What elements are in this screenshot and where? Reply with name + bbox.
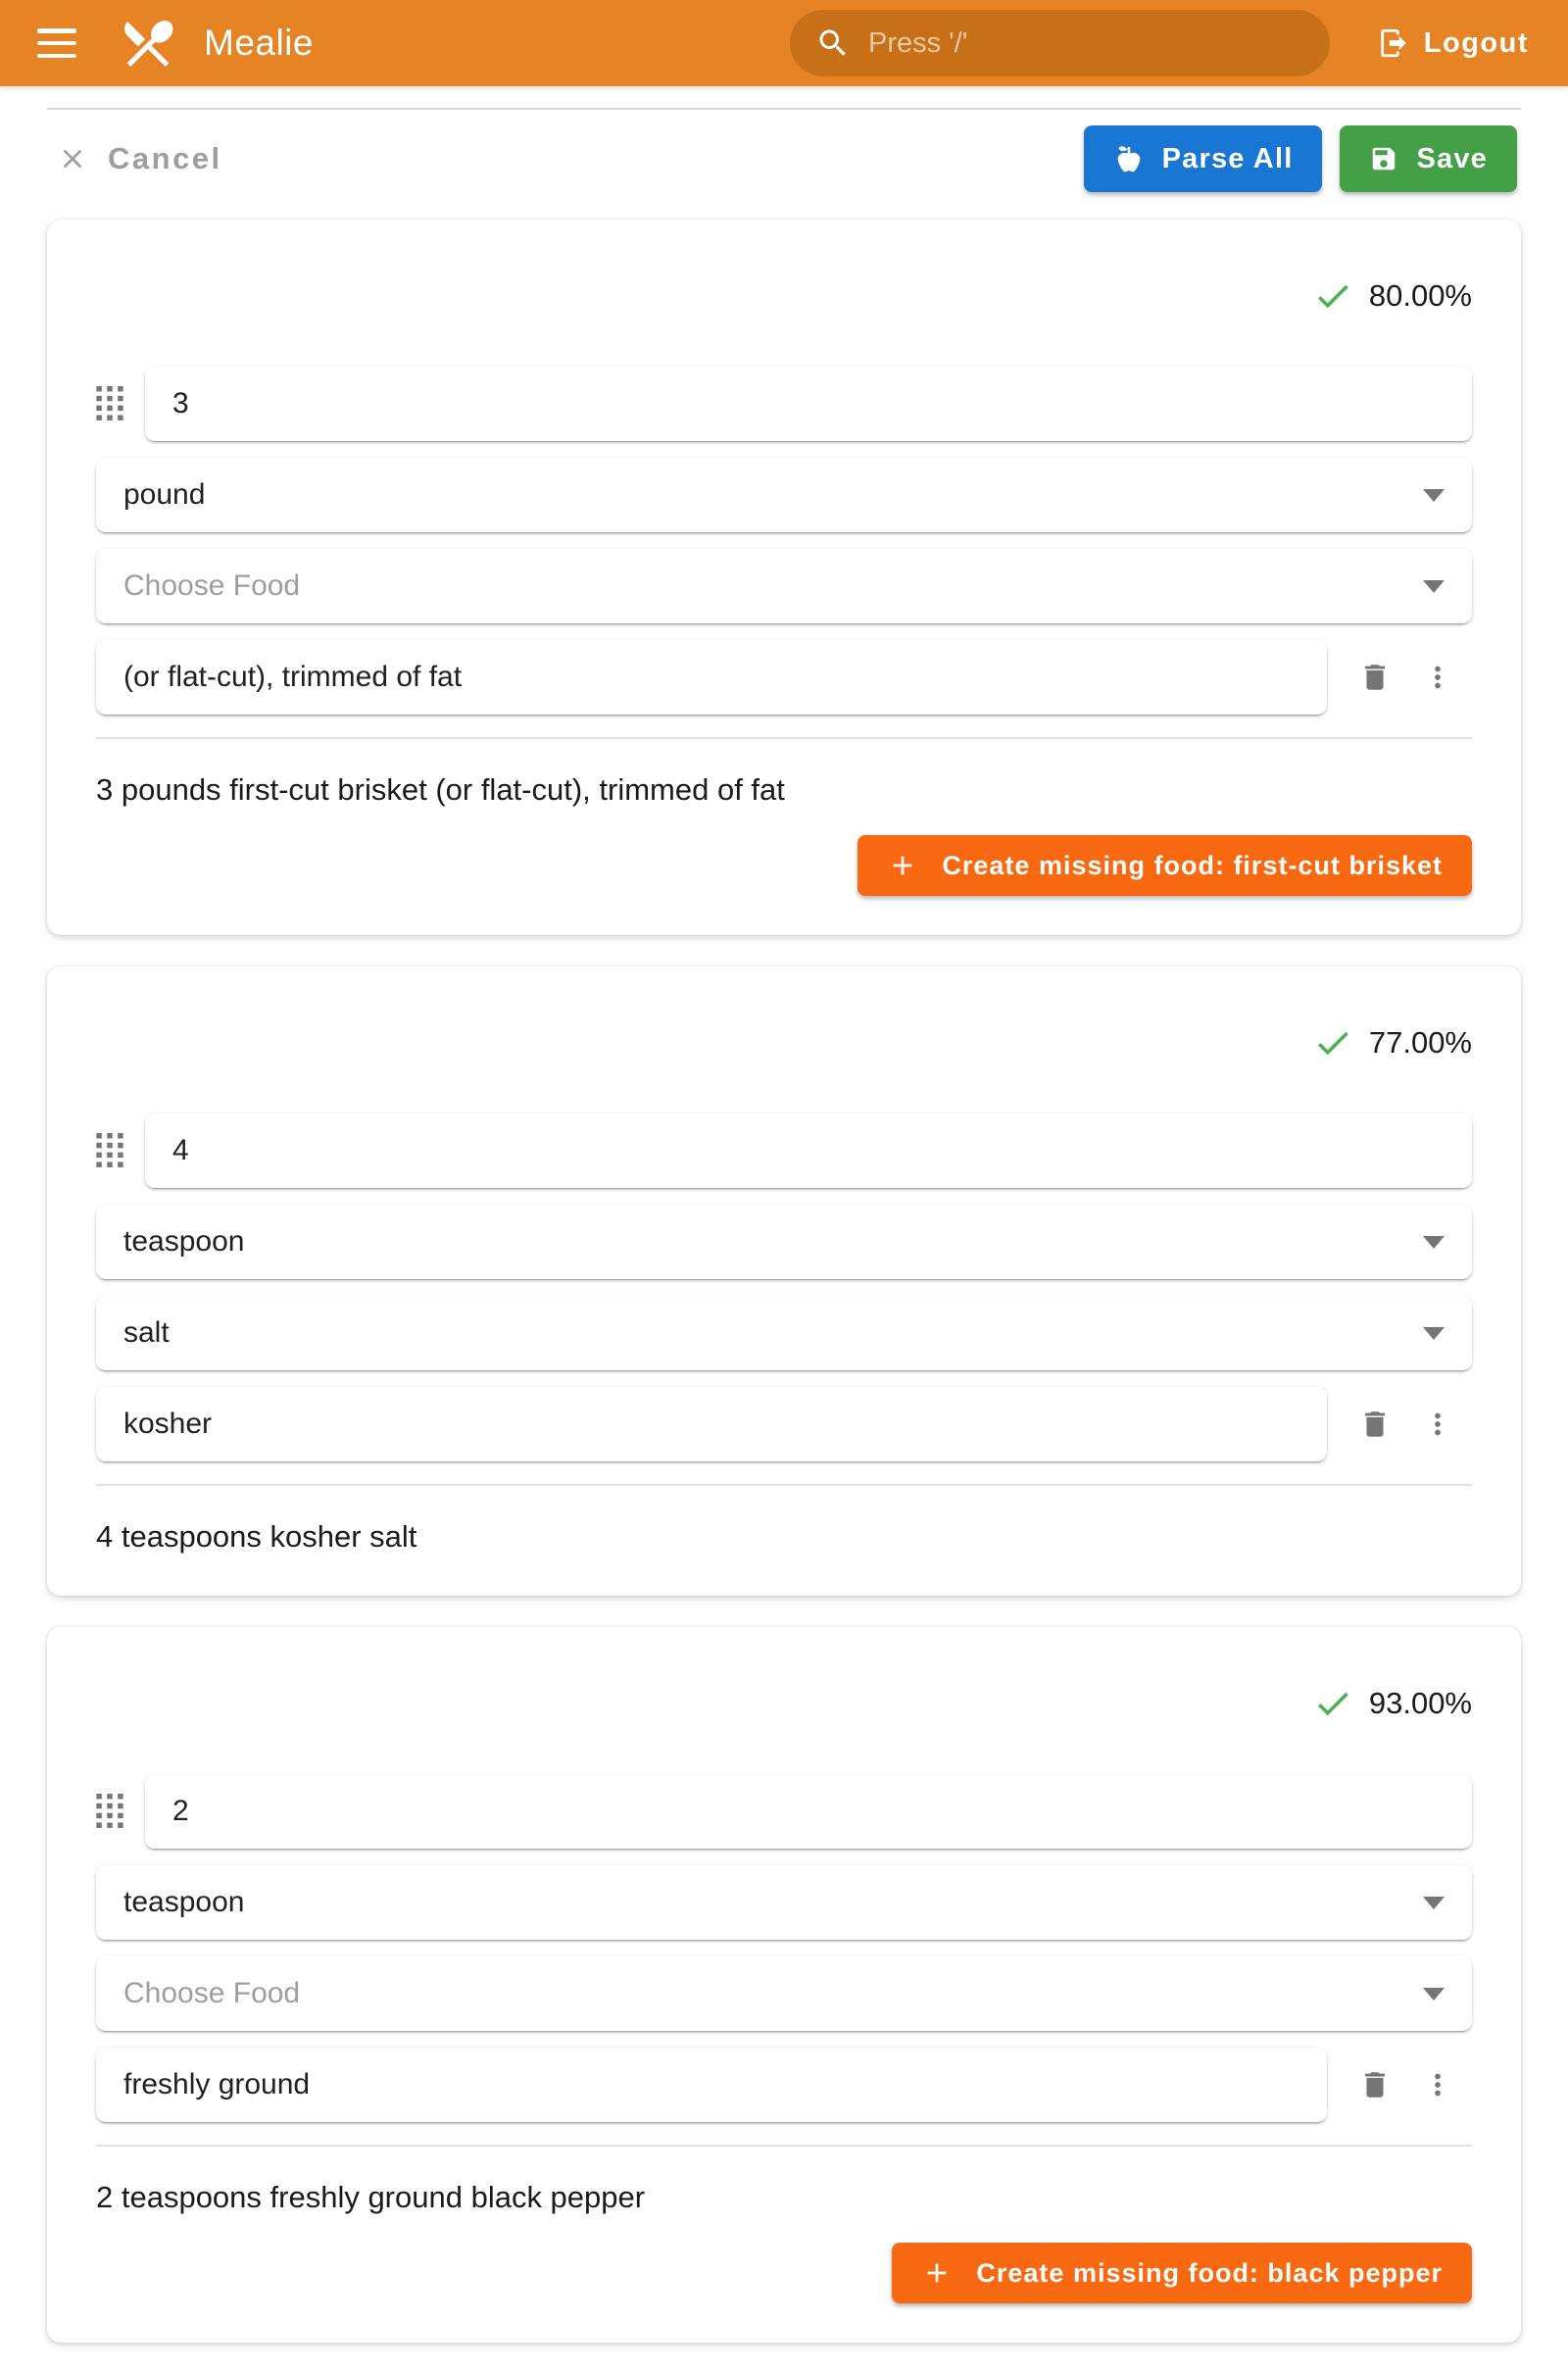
unit-select-value: teaspoon bbox=[123, 1225, 245, 1258]
drag-dots-icon bbox=[96, 1133, 123, 1168]
unit-row bbox=[96, 1865, 1472, 1940]
confidence-value: 77.00% bbox=[1368, 1025, 1472, 1060]
unit-row bbox=[96, 1205, 1472, 1279]
card-divider bbox=[96, 2145, 1472, 2147]
chevron-down-icon bbox=[1423, 1236, 1445, 1249]
chevron-down-icon bbox=[1423, 1327, 1445, 1340]
ingredient-menu-button[interactable] bbox=[1421, 658, 1454, 697]
original-ingredient-text: 4 teaspoons kosher salt bbox=[96, 1519, 417, 1554]
amount-row bbox=[96, 1113, 1472, 1188]
delete-ingredient-button[interactable] bbox=[1358, 2068, 1392, 2101]
drag-dots-icon bbox=[96, 1794, 123, 1829]
amount-row bbox=[96, 367, 1472, 441]
ingredient-menu-button[interactable] bbox=[1421, 2065, 1454, 2104]
drag-dots-icon bbox=[96, 386, 123, 421]
ingredient-card bbox=[47, 1627, 1521, 2343]
search-icon bbox=[815, 25, 851, 61]
notes-input[interactable] bbox=[123, 2068, 1299, 2101]
chevron-down-icon bbox=[1423, 1988, 1445, 2001]
ingredient-card bbox=[47, 966, 1521, 1596]
unit-select-value: teaspoon bbox=[123, 1886, 245, 1918]
trash-icon bbox=[1358, 2068, 1392, 2101]
drag-handle[interactable] bbox=[96, 1794, 129, 1829]
mealie-logo-icon bbox=[118, 13, 178, 74]
cancel-label: Cancel bbox=[108, 141, 222, 175]
confidence-row bbox=[96, 1676, 1472, 1731]
missing-food-row bbox=[96, 2243, 1472, 2303]
confidence-row bbox=[96, 269, 1472, 323]
food-row bbox=[96, 549, 1472, 623]
amount-row bbox=[96, 1774, 1472, 1849]
food-select[interactable] bbox=[96, 549, 1472, 623]
amount-input[interactable] bbox=[172, 387, 1445, 420]
chevron-down-icon bbox=[1423, 489, 1445, 502]
notes-row bbox=[96, 1387, 1472, 1461]
unit-select[interactable] bbox=[96, 458, 1472, 532]
app-title: Mealie bbox=[204, 23, 314, 63]
search-input[interactable] bbox=[790, 10, 1330, 76]
notes-row bbox=[96, 640, 1472, 715]
vertical-dots-icon bbox=[1421, 658, 1454, 697]
confidence-value: 93.00% bbox=[1368, 1686, 1472, 1720]
notes-row bbox=[96, 2048, 1472, 2122]
original-ingredient-text: 2 teaspoons freshly ground black pepper bbox=[96, 2180, 646, 2214]
logout-icon bbox=[1377, 26, 1410, 60]
save-label: Save bbox=[1416, 142, 1488, 174]
parse-all-button[interactable] bbox=[1084, 125, 1323, 192]
menu-icon[interactable] bbox=[37, 28, 76, 58]
delete-ingredient-button[interactable] bbox=[1358, 661, 1392, 694]
create-missing-food-button[interactable] bbox=[858, 835, 1472, 896]
amount-input[interactable] bbox=[172, 1134, 1445, 1167]
food-select[interactable] bbox=[96, 1296, 1472, 1370]
chevron-down-icon bbox=[1423, 580, 1445, 593]
logout-label: Logout bbox=[1423, 26, 1529, 59]
drag-handle[interactable] bbox=[96, 386, 129, 421]
amount-input[interactable] bbox=[172, 1795, 1445, 1828]
vertical-dots-icon bbox=[1421, 1405, 1454, 1444]
check-icon bbox=[1312, 275, 1353, 317]
trash-icon bbox=[1358, 1408, 1392, 1441]
unit-select[interactable] bbox=[96, 1205, 1472, 1279]
ingredient-actions bbox=[1327, 2065, 1472, 2104]
food-select-value: Choose Food bbox=[123, 569, 301, 602]
save-icon bbox=[1369, 144, 1398, 173]
ingredient-menu-button[interactable] bbox=[1421, 1405, 1454, 1444]
food-row bbox=[96, 1296, 1472, 1370]
vertical-dots-icon bbox=[1421, 2065, 1454, 2104]
ingredient-card-list bbox=[0, 220, 1568, 2343]
trash-icon bbox=[1358, 661, 1392, 694]
food-select-value: salt bbox=[123, 1316, 170, 1349]
notes-input[interactable] bbox=[123, 1408, 1299, 1441]
food-select[interactable] bbox=[96, 1956, 1472, 2031]
drag-handle[interactable] bbox=[96, 1133, 129, 1168]
ingredient-actions bbox=[1327, 1405, 1472, 1444]
ingredient-actions bbox=[1327, 658, 1472, 697]
confidence-row bbox=[96, 1015, 1472, 1070]
search-placeholder: Press '/' bbox=[868, 26, 968, 59]
card-divider bbox=[96, 1484, 1472, 1486]
food-select-value: Choose Food bbox=[123, 1977, 301, 2009]
apple-icon bbox=[1113, 143, 1145, 174]
original-ingredient-text: 3 pounds first-cut brisket (or flat-cut), trimmed of fat bbox=[96, 772, 785, 807]
logout-button[interactable] bbox=[1371, 25, 1535, 61]
unit-select-value: pound bbox=[123, 478, 206, 511]
plus-icon bbox=[887, 850, 918, 881]
cancel-button[interactable] bbox=[51, 140, 228, 177]
app-header bbox=[0, 0, 1568, 86]
card-divider bbox=[96, 737, 1472, 739]
chevron-down-icon bbox=[1423, 1897, 1445, 1909]
create-missing-food-label: Create missing food: black pepper bbox=[976, 2257, 1443, 2288]
missing-food-row bbox=[96, 835, 1472, 896]
ingredient-card bbox=[47, 220, 1521, 935]
save-button[interactable] bbox=[1340, 125, 1517, 192]
check-icon bbox=[1312, 1683, 1353, 1724]
check-icon bbox=[1312, 1022, 1353, 1063]
confidence-value: 80.00% bbox=[1368, 278, 1472, 313]
notes-input[interactable] bbox=[123, 661, 1299, 694]
food-row bbox=[96, 1956, 1472, 2031]
create-missing-food-button[interactable] bbox=[892, 2243, 1472, 2303]
close-icon bbox=[57, 143, 88, 174]
unit-row bbox=[96, 458, 1472, 532]
parse-all-label: Parse All bbox=[1161, 142, 1294, 174]
plus-icon bbox=[921, 2257, 953, 2289]
unit-select[interactable] bbox=[96, 1865, 1472, 1940]
parser-toolbar bbox=[47, 110, 1521, 220]
delete-ingredient-button[interactable] bbox=[1358, 1408, 1392, 1441]
create-missing-food-label: Create missing food: first-cut brisket bbox=[942, 850, 1443, 880]
